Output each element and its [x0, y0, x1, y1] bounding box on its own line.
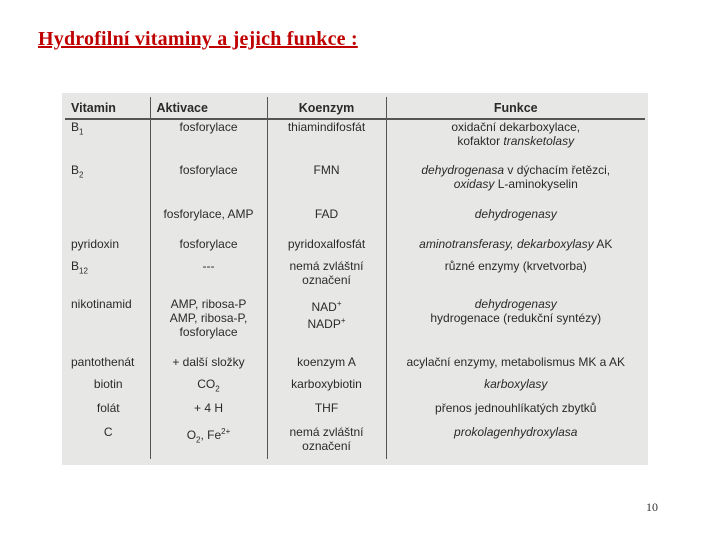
table-row [65, 237, 645, 259]
table-row [65, 377, 645, 401]
cell-aktivace: fosforylace [150, 119, 267, 163]
cell-aktivace: + další složky [150, 355, 267, 377]
cell-funkce: acylační enzymy, metabolismus MK a AK [386, 355, 645, 377]
cell-funkce: dehydrogenasy hydrogenace (redukční syntézy) [386, 297, 645, 355]
cell-koenzym: karboxybiotin [267, 377, 386, 401]
cell-aktivace: --- [150, 259, 267, 297]
table-row [65, 355, 645, 377]
table-row [65, 425, 645, 459]
table-row [65, 297, 645, 355]
cell-koenzym: koenzym A [267, 355, 386, 377]
cell-aktivace: $CO_2$ [150, 377, 267, 401]
cell-aktivace: fosforylace [150, 237, 267, 259]
cell-vitamin [65, 207, 150, 237]
table-row [65, 207, 645, 237]
cell-aktivace: $O_2$, $Fe^{2+}$ [150, 425, 267, 459]
cell-aktivace: fosforylace [150, 163, 267, 207]
cell-funkce: dehydrogenasy [386, 207, 645, 237]
cell-funkce: dehydrogenasa v dýchacím řetězci, oxidasy L-aminokyselin [386, 163, 645, 207]
cell-vitamin: pantothenát [71, 355, 135, 369]
cell-koenzym: NAD+ NADP+ [267, 297, 386, 355]
slide-title: Hydrofilní vitaminy a jejich funkce : [38, 28, 358, 50]
page-number: 10 [646, 500, 658, 514]
table-row [65, 259, 645, 297]
cell-aktivace: fosforylace, AMP [150, 207, 267, 237]
cell-koenzym: FMN [267, 163, 386, 207]
cell-funkce: karboxylasy [386, 377, 645, 401]
header-vitamin: Vitamin [65, 97, 150, 119]
cell-koenzym: pyridoxalfosfát [267, 237, 386, 259]
header-koenzym: Koenzym [267, 97, 386, 119]
cell-funkce: aminotransferasy, dekarboxylasy AK [386, 237, 645, 259]
table-header-row [65, 97, 645, 119]
cell-koenzym: FAD [267, 207, 386, 237]
table-body [65, 119, 645, 459]
table-row [65, 163, 645, 207]
cell-funkce: oxidační dekarboxylace, kofaktor transketolasy [386, 119, 645, 163]
cell-koenzym: nemá zvláštní označení [267, 259, 386, 297]
cell-funkce: přenos jednouhlíkatých zbytků [386, 401, 645, 425]
cell-koenzym: thiamindifosfát [267, 119, 386, 163]
cell-koenzym: nemá zvláštní označení [267, 425, 386, 459]
table-row [65, 119, 645, 163]
cell-vitamin: nikotinamid [71, 297, 132, 311]
cell-vitamin: folát [96, 401, 120, 415]
cell-aktivace: AMP, ribosa-P AMP, ribosa-P, fosforylace [150, 297, 267, 355]
cell-funkce: prokolagenhydroxylasa [386, 425, 645, 459]
header-funkce: Funkce [386, 97, 645, 119]
scanned-table-image [62, 93, 648, 465]
cell-vitamin: $B_{12}$ [71, 259, 88, 276]
cell-aktivace: + 4 H [150, 401, 267, 425]
cell-funkce: různé enzymy (krvetvorba) [386, 259, 645, 297]
cell-vitamin: pyridoxin [71, 237, 120, 251]
cell-vitamin: C [103, 425, 113, 439]
cell-koenzym: THF [267, 401, 386, 425]
cell-vitamin: biotin [93, 377, 123, 391]
table-row [65, 401, 645, 425]
vitamin-table [65, 97, 645, 459]
header-aktivace: Aktivace [150, 97, 267, 119]
cell-vitamin: $B_2$ [71, 163, 84, 180]
cell-vitamin: $B_1$ [71, 120, 84, 137]
